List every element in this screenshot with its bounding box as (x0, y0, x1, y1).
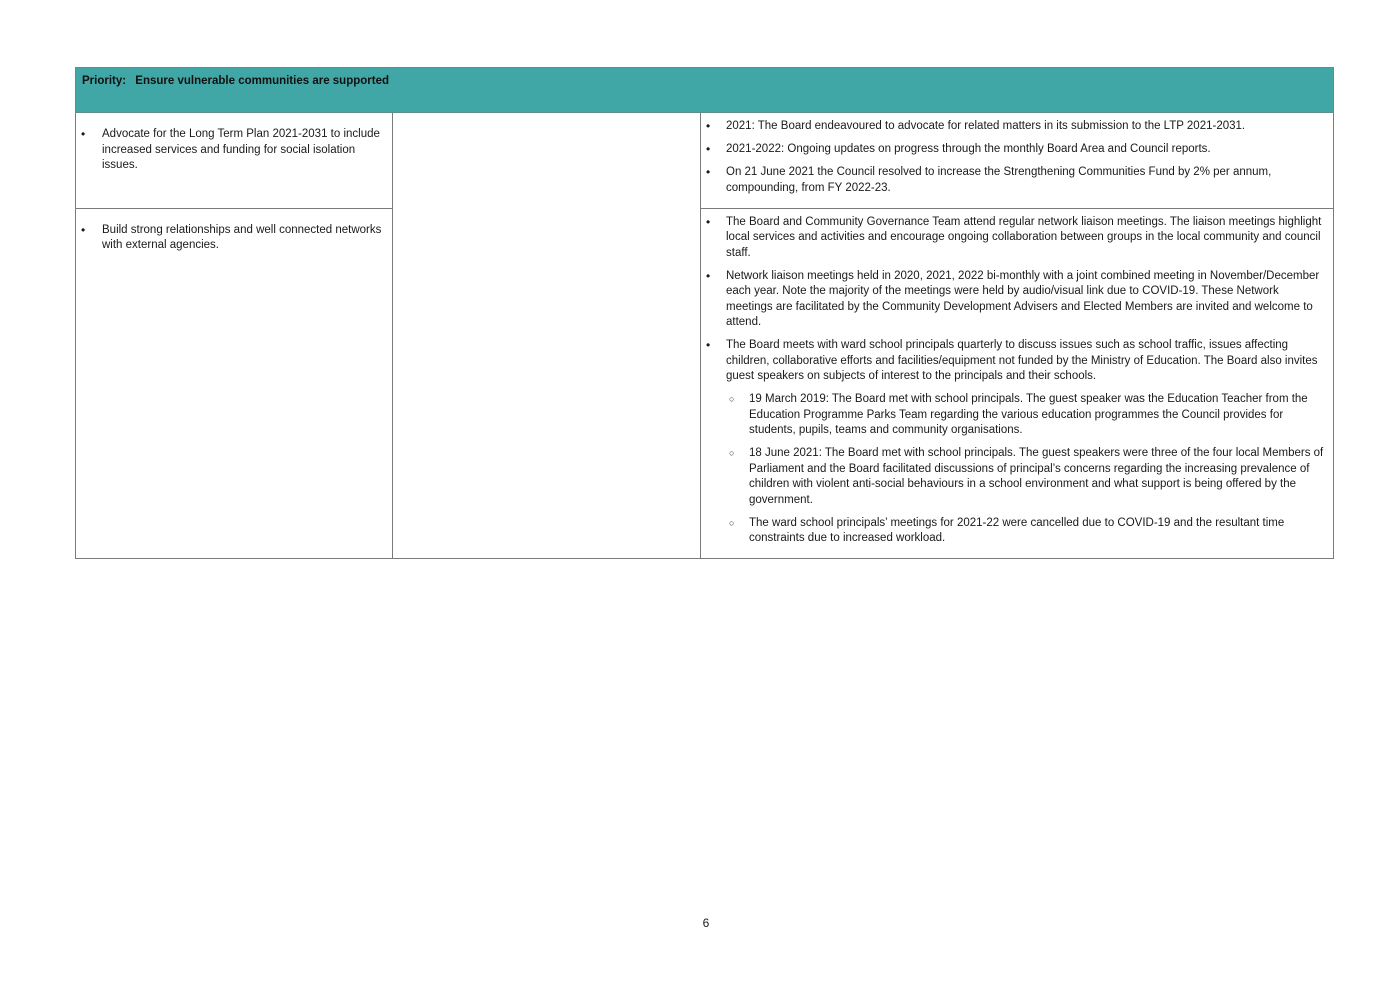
sub-progress-item: ○ 19 March 2019: The Board met with school principals. The guest speaker was the Education Teacher from the Education Programme Parks Team regarding the various education programmes the Council provides for students, pupils, teams and community organisations. (726, 392, 1325, 439)
empty-middle-cell (393, 113, 701, 559)
objective-list (76, 127, 384, 174)
progress-item: • The Board and Community Governance Team attend regular network liaison meetings. The liaison meetings highlight local services and activities and encourage ongoing collaboration between groups in the local community and council staff. (701, 215, 1325, 262)
table-row (76, 113, 1334, 209)
progress-cell (701, 208, 1334, 559)
sub-progress-item: ○ The ward school principals’ meetings for 2021-22 were cancelled due to COVID-19 and the resultant time constraints due to increased workload. (726, 516, 1325, 547)
priority-header-row (76, 68, 1334, 113)
priority-header-cell (76, 68, 1334, 113)
objective-list (76, 223, 384, 254)
objective-item: • Build strong relationships and well connected networks with external agencies. (76, 223, 384, 254)
progress-item: • On 21 June 2021 the Council resolved to increase the Strengthening Communities Fund by 2% per annum, compounding, from FY 2022-23. (701, 165, 1325, 196)
table-row (76, 208, 1334, 559)
progress-item: • Network liaison meetings held in 2020, 2021, 2022 bi-monthly with a joint combined meeting in November/December each year. Note the majority of the meetings were held by audio/visual link due to COVID-19. These Network meetings are facilitated by the Community Development Advisers and Elected Members are invited and welcome to attend. (701, 269, 1325, 331)
priority-title: Ensure vulnerable communities are supported (135, 75, 390, 87)
page-number: 6 (702, 916, 710, 930)
progress-list (701, 215, 1325, 547)
progress-list (701, 119, 1325, 196)
priority-table (75, 67, 1334, 559)
progress-item: • 2021: The Board endeavoured to advocate for related matters in its submission to the LTP 2021-2031. (701, 119, 1325, 135)
objective-cell (76, 208, 393, 559)
priority-label: Priority: (82, 75, 127, 87)
progress-item (701, 338, 1325, 547)
sub-progress-list (726, 392, 1325, 547)
progress-cell (701, 113, 1334, 209)
progress-item-text: The Board meets with ward school principals quarterly to discuss issues such as school traffic, issues affecting children, collaborative efforts and facilities/equipment not funded by the Ministry of Education. The Board also invites guest speakers on subjects of interest to the principals and their schools. (726, 339, 1318, 382)
objective-item: • Advocate for the Long Term Plan 2021-2031 to include increased services and funding for social isolation issues. (76, 127, 384, 174)
sub-progress-item: ○ 18 June 2021: The Board met with school principals. The guest speakers were three of the four local Members of Parliament and the Board facilitated discussions of principal’s concerns regarding the increasing prevalence of children with violent anti-social behaviours in a school environment and what support is being offered by the government. (726, 446, 1325, 508)
objective-cell (76, 113, 393, 209)
progress-item: • 2021-2022: Ongoing updates on progress through the monthly Board Area and Council reports. (701, 142, 1325, 158)
